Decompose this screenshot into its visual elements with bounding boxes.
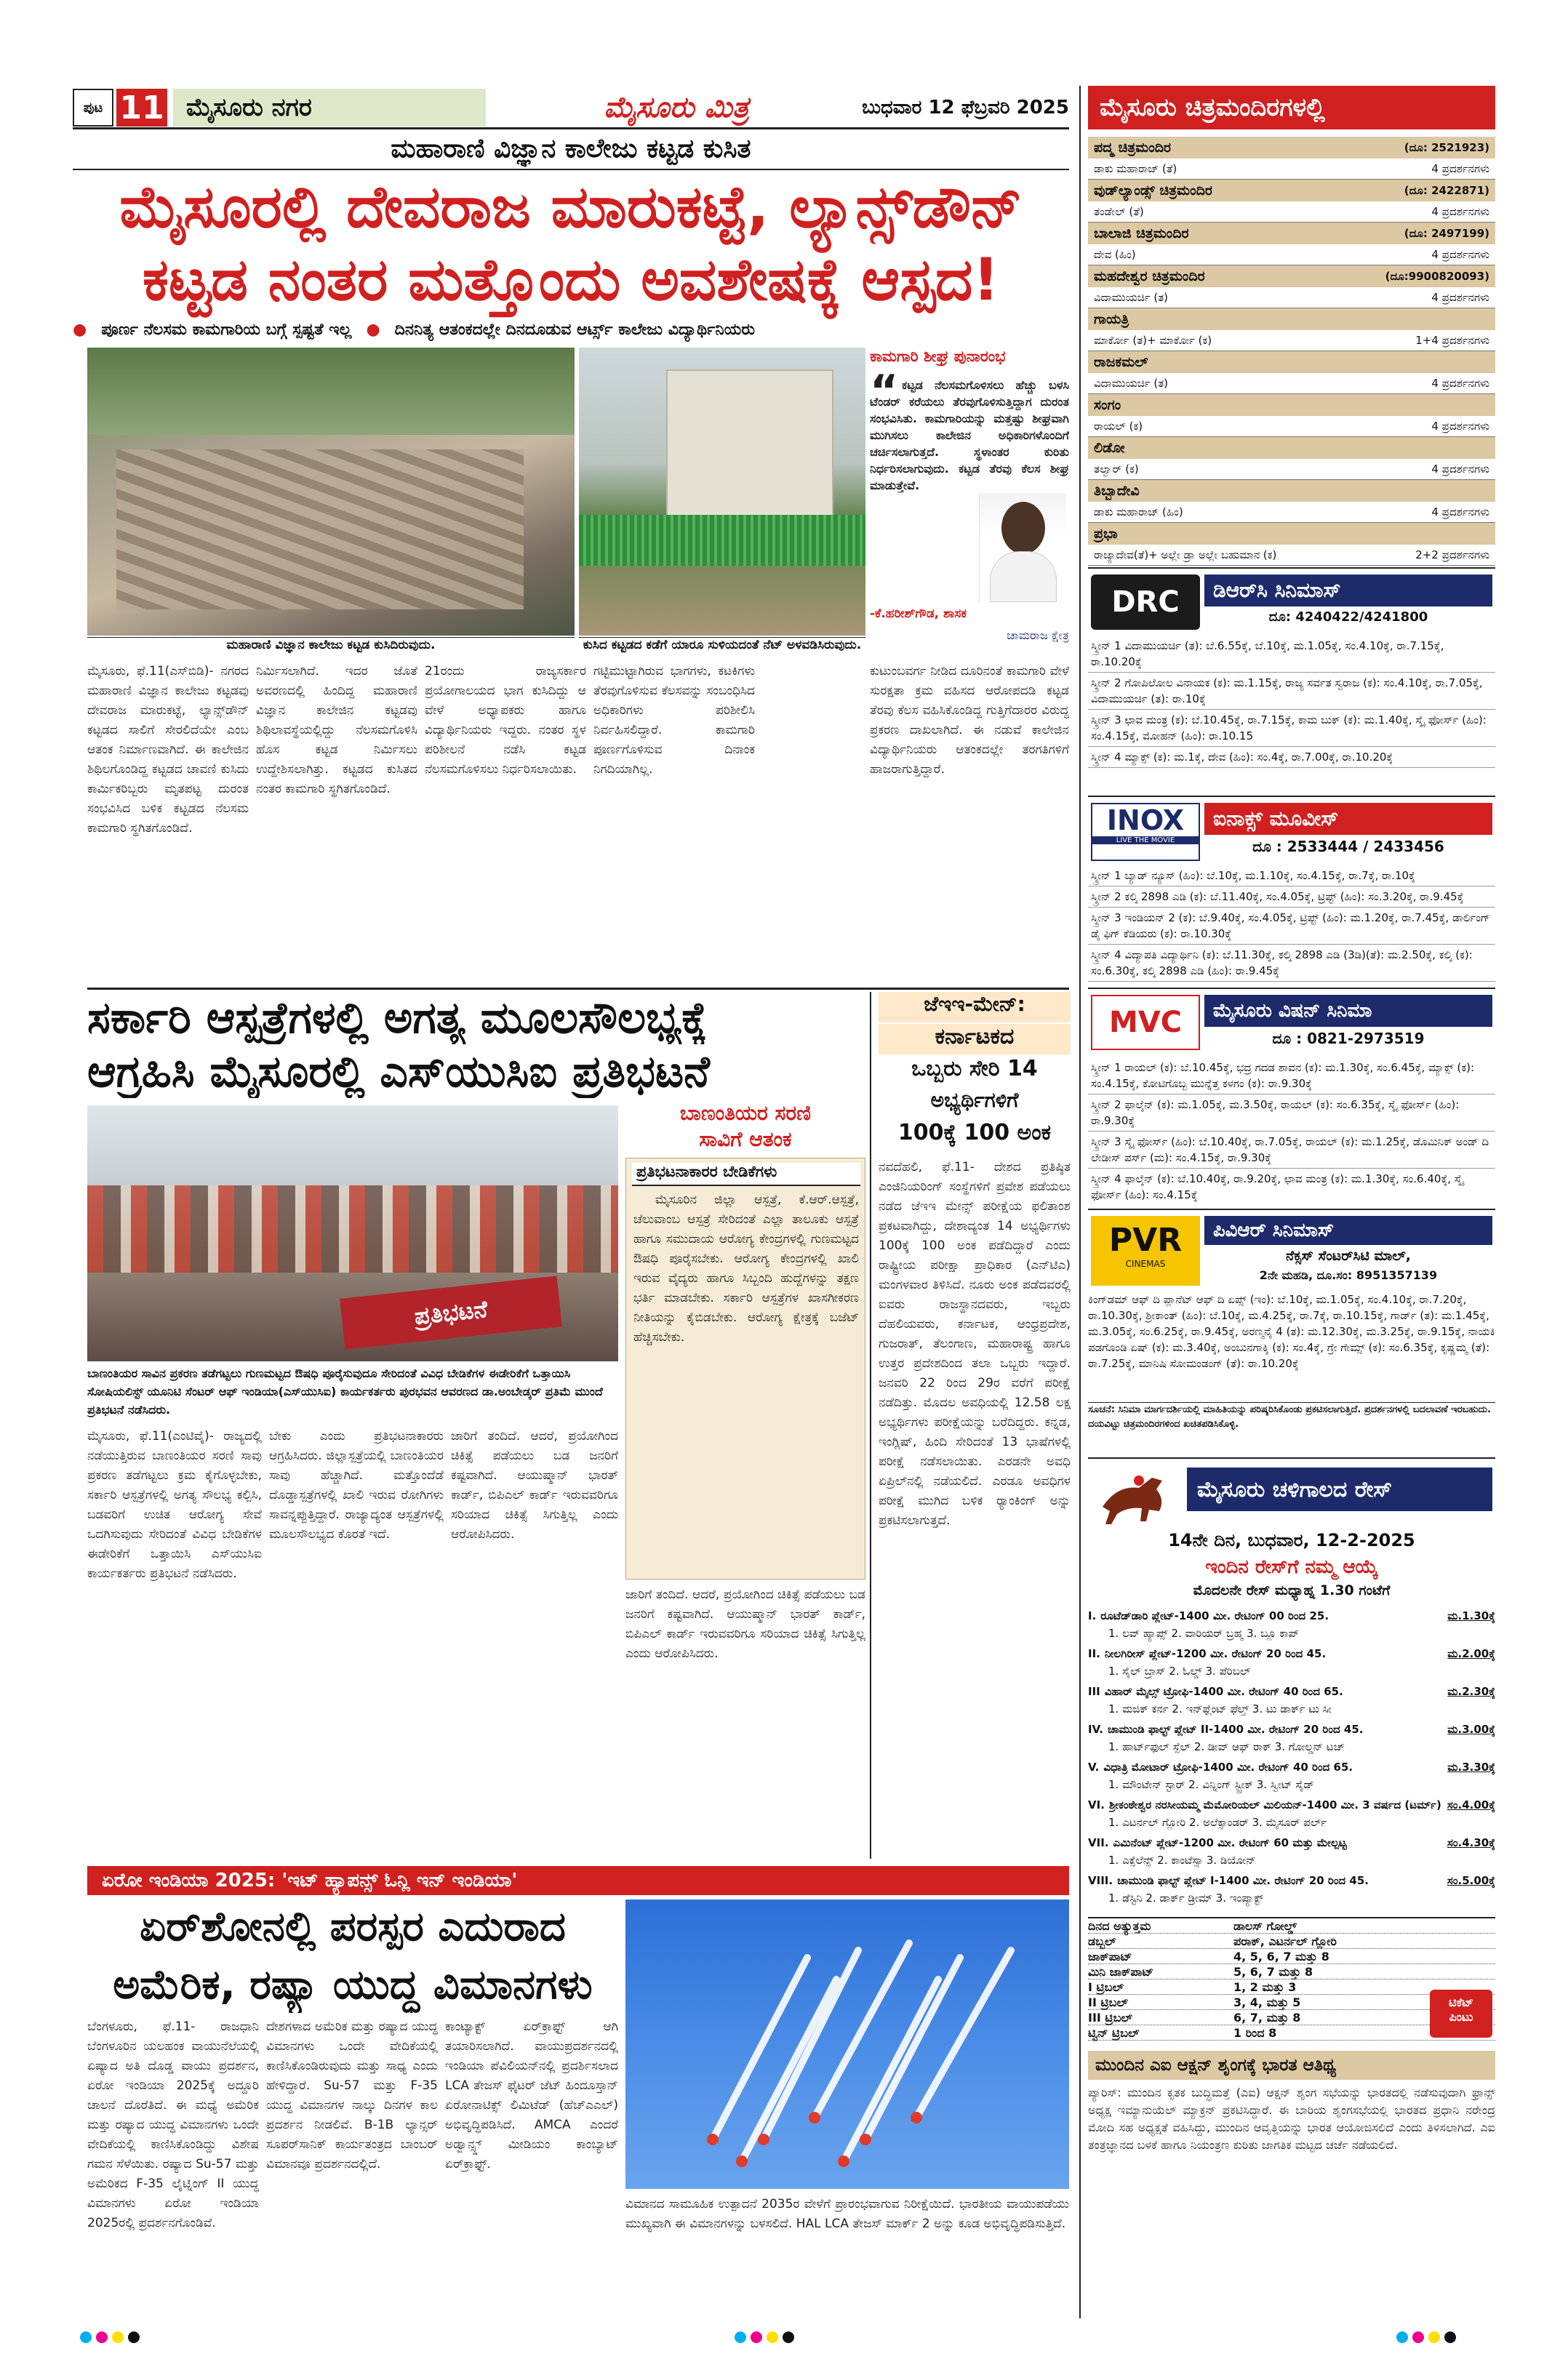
badge-line-1: ಟಿಕೆಟ್ [1449,1995,1473,2009]
theatre-name-row [1088,351,1495,373]
safety-net-photo [579,348,865,636]
pvr-note: ಸೂಚನೆ: ಸಿನಿಮಾ ಮಾರ್ಗದರ್ಶಿಯಲ್ಲಿ ಮಾಹಿತಿಯನ್ನು ಪರಿಷ್ಕರಿಸಿಕೊಂಡು ಪ್ರಕಟಿಸಲಾಗುತ್ತಿದೆ. ಪ್ರದರ್ಶನಗಳಲ್ಲಿ ಬದಲಾವಣೆ ಇರಬಹುದು. ದಯವಿಟ್ಟು ಚಿತ್ರಮಂದಿರಗಳಿಂದ ಖಚಿತಪಡಿಸಿಕೊಳ್ಳಿ. [1088,1402,1495,1452]
jee-body: ನವದೆಹಲಿ, ಫೆ.11- ದೇಶದ ಪ್ರತಿಷ್ಠಿತ ಎಂಜಿನಿಯರಿಂಗ್ ಸಂಸ್ಥೆಗಳಿಗೆ ಪ್ರವೇಶ ಪಡೆಯಲು ನಡೆದ ಜೆಇಇ ಮೇನ್ಸ್ ಪರೀಕ್ಷೆಯ ಫಲಿತಾಂಶ ಪ್ರಕಟವಾಗಿದ್ದು, ದೇಶಾದ್ಯಂತ 14 ಅಭ್ಯರ್ಥಿಗಳು 100ಕ್ಕೆ 100 ಅಂಕ ಪಡೆದಿದ್ದಾರೆ ಎಂದು ರಾಷ್ಟ್ರೀಯ ಪರೀಕ್ಷಾ ಪ್ರಾಧಿಕಾರ (ಎನ್‌ಟಿಎ) ಮಂಗಳವಾರ ತಿಳಿಸಿದೆ. ನೂರು ಅಂಕ ಪಡೆದವರಲ್ಲಿ ಐವರು ರಾಜಸ್ಥಾನದವರು, ಇಬ್ಬರು ದೆಹಲಿಯವರು, ಕರ್ನಾಟಕ, ಆಂಧ್ರಪ್ರದೇಶ, ಗುಜರಾತ್, ತೆಲಂಗಾಣ, ಮಹಾರಾಷ್ಟ್ರ ಹಾಗೂ ಉತ್ತರ ಪ್ರದೇಶದಿಂದ ತಲಾ ಒಬ್ಬರು ಇದ್ದಾರೆ. ಜನವರಿ 22 ರಿಂದ 29ರ ವರೆಗೆ ಪರೀಕ್ಷೆ ನಡೆದಿತ್ತು. ಮೊದಲ ಅವಧಿಯಲ್ಲಿ 12.58 ಲಕ್ಷ ಅಭ್ಯರ್ಥಿಗಳು ಪರೀಕ್ಷೆಯನ್ನು ಬರೆದಿದ್ದರು. ಕನ್ನಡ, ಇಂಗ್ಲಿಷ್, ಹಿಂದಿ ಸೇರಿದಂತೆ 13 ಭಾಷೆಗಳಲ್ಲಿ ಪರೀಕ್ಷೆ ನಡೆಸಲಾಯಿತು. ಎರಡನೇ ಅವಧಿ ಏಪ್ರಿಲ್‌ನಲ್ಲಿ ನಡೆಯಲಿದೆ. ಎರಡೂ ಅವಧಿಗಳ ಪರೀಕ್ಷೆ ಮುಗಿದ ಬಳಿಕ ರ್‍ಯಾಂಕಿಂಗ್ ಅನ್ನು ಪ್ರಕಟಿಸಲಾಗುತ್ತದೆ. [879,1160,1071,1528]
summary-value: 1, 2 ಮತ್ತು 3 [1233,1980,1297,1994]
airshow-photo [625,1899,1069,2189]
theatre-name: ತಿಬ್ಬಾದೇವಿ [1094,483,1140,499]
summary-value: 3, 4, ಮತ್ತು 5 [1233,1995,1301,2009]
summary-value: 4, 5, 6, 7 ಮತ್ತು 8 [1233,1950,1329,1963]
theatre-film: ತಂಡೇಲ್ (ತೆ) [1094,205,1144,218]
bharat-body: ಪ್ಯಾರಿಸ್: ಮುಂದಿನ ಕೃತಕ ಬುದ್ಧಿಮತ್ತೆ (ಎಐ) ಆಕ್ಷನ್ ಶೃಂಗ ಸಭೆಯನ್ನು ಭಾರತದಲ್ಲಿ ನಡೆಸುವುದಾಗಿ ಫ್ರಾನ್ಸ್ ಅಧ್ಯಕ್ಷ ಇಮ್ಯಾನುಯೆಲ್ ಮ್ಯಾಕ್ರನ್ ಪ್ರಕಟಿಸಿದ್ದಾರೆ. ಈ ಬಾರಿಯ ಶೃಂಗಸಭೆಯಲ್ಲಿ ಭಾರತದ ಪ್ರಧಾನಿ ನರೇಂದ್ರ ಮೋದಿ ಸಹ ಅಧ್ಯಕ್ಷತೆ ವಹಿಸಿದ್ದು, ಮುಂದಿನ ಆವೃತ್ತಿಯನ್ನು ಭಾರತ ಆಯೋಜಿಸಲಿದೆ ಎಂದು ತಿಳಿಸಲಾಗಿದೆ. ಎಐ ತಂತ್ರಜ್ಞಾನದ ಬಳಕೆ ಹಾಗೂ ನಿಯಂತ್ರಣ ಕುರಿತು ಜಾಗತಿಕ ಮಟ್ಟದ ಚರ್ಚೆ ನಡೆಯಲಿದೆ. [1088,2086,1495,2152]
protest-column-4: ಜಾರಿಗೆ ತಂದಿದೆ. ಆದರೆ, ಪ್ರಯೋಗಿಂದ ಚಿಕಿತ್ಸೆ ಪಡೆಯಲು ಬಡ ಜನರಿಗೆ ಕಷ್ಟವಾಗಿದೆ. ಆಯುಷ್ಮಾನ್ ಭಾರತ್ ಕಾರ್ಡ್, ಬಿಪಿಎಲ್ ಕಾರ್ಡ್ ಇರುವವರಿಗೂ ಸರಿಯಾದ ಚಿಕಿತ್ಸೆ ಸಿಗುತ್ತಿಲ್ಲ ಎಂದು ಆರೋಪಿಸಿದರು. [625,1588,865,1661]
theatre-name: ಬಾಲಾಜಿ ಚಿತ್ರಮಂದಿರ [1094,225,1189,241]
aero-headline-1: ಏರ್‌ಶೋನಲ್ಲಿ ಪರಸ್ಪರ ಎದುರಾದ [140,1903,566,1950]
race-number: IV. [1088,1723,1103,1736]
mvc-phone: ದೂ : 0821-2973519 [1272,1030,1425,1047]
summary-value: 5, 6, 7 ಮತ್ತು 8 [1233,1965,1313,1979]
mvc-logo: MVC [1091,995,1200,1050]
race-time: ಮ.1.30ಕ್ಕೆ [1447,1609,1495,1622]
theatre-phone: (ದೂ: 2422871) [1404,184,1489,197]
inox-title: ಐನಾಕ್ಸ್ ಮೂವೀಸ್ [1204,803,1492,835]
jee-head-1: ಜೆಇಇ-ಮೇನ್: [879,992,1071,1022]
race-time: ಮ.3.30ಕ್ಕೆ [1447,1761,1495,1774]
theatre-name: ರಾಜಕಮಲ್ [1094,354,1148,370]
screen-schedule: ಸ್ಕ್ರೀನ್ 4 ಮ್ಯಾಕ್ಸ್ (ಕ): ಮ.1ಕ್ಕೆ, ದೇವ (ಹಿಂ): ಸಂ.4ಕ್ಕೆ, ರಾ.7.00ಕ್ಕೆ, ರಾ.10.20ಕ್ಕೆ [1088,747,1495,768]
theatre-film: ಡಾಕು ಮಹಾರಾಜ್ (ತೆ) [1094,162,1177,175]
protest-photo [87,1105,618,1361]
lead-bullets [73,316,1069,343]
theatre-phone: (ದೂ: 2497199) [1404,227,1489,240]
lead-column-4: ಗಟ್ಟಿಮುಟ್ಟಾಗಿರುವ ಭಾಗಗಳು, ಕಟಕಿಗಳು ತೆರವುಗೊಳಿಸುವ ಕೆಲಸವನ್ನು ಸಂಬಂಧಿಸಿದ ಅಧಿಕಾರಿಗಳು ಪರಿಶೀಲಿಸಿ ನಿರ್ವಹಿಸಲಿದ್ದಾರೆ. ಕಾಮಗಾರಿ ಪೂರ್ಣಗೊಳಿಸುವ ದಿನಾಂಕ ನಿಗದಿಯಾಗಿಲ್ಲ. [593,664,755,777]
race-picks: 1. ಹಾರ್ಟ್‌ಫುಲ್ ಸ್ಪೆಲ್ 2. ಡೀವ್ ಆಫ್ ರಾಕ್ 3. ಗೋಲ್ಡನ್ ಟಚ್ [1108,1740,1345,1753]
theatre-name-row [1088,265,1495,287]
race-picks: 1. ಮೌಂಟೇನ್ ಸ್ಟಾರ್ 2. ವಿನ್ನಿಂಗ್ ಸ್ಟ್ರೀಕ್ 3. ಸ್ವೀಟ್ ಸೈಡ್ [1108,1778,1314,1791]
race-picks: 1. ಎಕ್ಸೆಲೆನ್ಸ್ 2. ಕಾಂಟೆಸ್ಸಾ 3. ಡಿಯೋನ್ [1108,1854,1256,1867]
theatre-entry [1088,351,1495,394]
race-number: V. [1088,1761,1100,1774]
races-day: 14ನೇ ದಿನ, ಬುಧವಾರ, 12-2-2025 [1168,1530,1415,1550]
section-name: ಮೈಸೂರು ನಗರ [173,89,486,127]
theatre-entry [1088,265,1495,308]
screen-schedule: ಸ್ಕ್ರೀನ್ 4 ಫಾಲ್ಕೆನ್ (ಕ): ಬೆ.10.40ಕ್ಕೆ, ರಾ.9.20ಕ್ಕೆ, ಛಾವ ಮಂತ್ರ (ಕ): ಮ.1.30ಕ್ಕೆ, ಸಂ.6.40ಕ್ಕೆ, ಸ್ಕೈ ಫೋರ್ಸ್ (ಹಿಂ): ಸಂ.4.15ಕ್ಕೆ [1088,1169,1495,1204]
bullet-icon: ● [366,320,380,339]
theatre-film-row [1088,201,1495,222]
screen-schedule: ಸ್ಕ್ರೀನ್ 1 ರಾಯಲ್ (ಕ): ಬೆ.10.45ಕ್ಕೆ, ಭದ್ರ ಗದಡ ಶಾವನ (ಕ): ಮ.1.30ಕ್ಕೆ, ಸಂ.6.45ಕ್ಕೆ, ಮ್ಯಾಕ್ಸ್ (ಕ): ಸಂ.4.15ಕ್ಕೆ, ಕೋಟಿಗೊಬ್ಬ ಮುನ್ನೆತ್ತ ಕಳಗಂ (ಕ): ರಾ.9.30ಕ್ಕೆ [1088,1057,1495,1094]
screen-schedule: ಸ್ಕ್ರೀನ್ 1 ಬ್ಯಾಡ್ ನ್ಯೂಸ್ (ಹಿಂ): ಬೆ.10ಕ್ಕೆ, ಮ.1.10ಕ್ಕೆ, ಸಂ.4.15ಕ್ಕೆ, ರಾ.7ಕ್ಕೆ, ರಾ.10ಕ್ಕೆ [1088,865,1495,886]
screen-schedule: ಸ್ಕ್ರೀನ್ 4 ವಿದ್ಯಾಪತಿ ವಿದ್ಯಾರ್ಥಿನಿ (ಕ): ಬೆ.11.30ಕ್ಕೆ, ಕಲ್ಕಿ 2898 ಎಡಿ (3ಡಿ)(ತೆ): ಮ.2.50ಕ್ಕೆ, ಕಲ್ಕಿ (ಕ): ಸಂ.6.30ಕ್ಕೆ, ಕಲ್ಕಿ 2898 ಎಡಿ (ಹಿಂ): ರಾ.9.45ಕ್ಕೆ [1088,945,1495,982]
race-name: ವಿಹಾರ್ ಮೈಲ್ಸ್ ಟ್ರೋಫಿ-1400 ಮೀ. ರೇಟಿಂಗ್ 40 ರಿಂದ 65. [1104,1685,1343,1698]
aero-column-4: ವಿಮಾನದ ಸಾಮೂಹಿಕ ಉತ್ಪಾದನೆ 2035ರ ವೇಳೆಗೆ ಪ್ರಾರಂಭವಾಗುವ ನಿರೀಕ್ಷೆಯಿದೆ. ಭಾರತೀಯ ವಾಯುಪಡೆಯು ಮುಖ್ಯವಾಗಿ ಈ ವಿಮಾನಗಳನ್ನು ಬಳಸಲಿದೆ. HAL LCA ತೇಜಸ್ ಮಾರ್ಕ್ 2 ಅನ್ನು ಕೂಡ ಅಭಿವೃದ್ಧಿಪಡಿಸುತ್ತಿದೆ. [625,2197,1069,2231]
theatre-shows: 4 ಪ್ರದರ್ಶನಗಳು [1431,205,1489,218]
protest-headline-1: ಸರ್ಕಾರಿ ಆಸ್ಪತ್ರೆಗಳಲ್ಲಿ ಅಗತ್ಯ ಮೂಲಸೌಲಭ್ಯಕ್ಕೆ [87,993,708,1044]
race-name: ಚಾಮುಂಡಿ ಫಾಲ್ಟ್ ಪ್ಲೇಟ್ II-1400 ಮೀ. ರೇಟಿಂಗ್ 20 ರಿಂದ 45. [1107,1723,1364,1736]
theatre-name-row [1088,523,1495,545]
jet-trails-graphic [625,1899,1069,2189]
summary-key: ದಿನದ ಅತ್ಯುತ್ತಮ [1088,1919,1151,1933]
theatre-name-row [1088,308,1495,330]
race-summary-row [1088,1918,1495,1934]
race-entry [1088,1758,1495,1796]
demands-text: ಮೈಸೂರಿನ ಜಿಲ್ಲಾ ಆಸ್ಪತ್ರೆ, ಕೆ.ಆರ್.ಆಸ್ಪತ್ರೆ, ಚೆಲುವಾಂಬ ಆಸ್ಪತ್ರೆ ಸೇರಿದಂತೆ ಎಲ್ಲಾ ತಾಲೂಕು ಆಸ್ಪತ್ರೆ ಹಾಗೂ ಸಮುದಾಯ ಆರೋಗ್ಯ ಕೇಂದ್ರಗಳಲ್ಲಿ ಗುಣಮಟ್ಟದ ಔಷಧಿ ಪೂರೈಸಬೇಕು. ಆರೋಗ್ಯ ಕೇಂದ್ರಗಳಲ್ಲಿ ಖಾಲಿ ಇರುವ ವೈದ್ಯರು ಹಾಗೂ ಸಿಬ್ಬಂದಿ ಹುದ್ದೆಗಳನ್ನು ತಕ್ಷಣ ಭರ್ತಿ ಮಾಡಬೇಕು. ಸರ್ಕಾರಿ ಆಸ್ಪತ್ರೆಗಳ ಖಾಸಗೀಕರಣ ನೀತಿಯನ್ನು ಕೈಬಿಡಬೇಕು. ಆರೋಗ್ಯ ಕ್ಷೇತ್ರಕ್ಕೆ ಬಜೆಟ್ ಹೆಚ್ಚಿಸಬೇಕು. [633,1193,859,1345]
race-list [1088,1607,1495,1913]
theatre-phone: (ದೂ: 2521923) [1404,141,1489,154]
race-summary-row [1088,1949,1495,1964]
aero-headline-2: ಅಮೆರಿಕ, ರಷ್ಯಾ ಯುದ್ಧ ವಿಮಾನಗಳು [113,1961,593,2009]
screen-schedule: ಸ್ಕ್ರೀನ್ 2 ಗೋಪಿಲೋಲ ವಿನಾಯಕ (ಕ): ಮ.1.15ಕ್ಕೆ, ರಾಜ್ಯ ಸರ್ವತ ಸ್ವರಾಜ (ಕ): ಸಂ.4.10ಕ್ಕೆ, ರಾ.7.05ಕ್ಕೆ, ವಿದಾಮುಯರ್ಚಿ (ತ): ರಾ.10ಕ್ಕೆ [1088,673,1495,710]
section-divider [87,988,1069,990]
inox-phone: ದೂ : 2533444 / 2433456 [1252,838,1444,855]
theatre-film: ವಿದಾಮುಯರ್ಚಿ (ತ) [1094,377,1169,390]
theatre-film: ರಾಯಲ್ (ಕ) [1094,420,1143,433]
quote-mark-icon: “ [870,366,899,417]
summary-key: ಮಿನಿ ಜಾಕ್‌ಪಾಟ್ [1088,1965,1154,1979]
theatre-entry [1088,437,1495,480]
newspaper-logo: ಮೈಸೂರು ಮಿತ್ರ [604,89,749,124]
race-entry [1088,1872,1495,1910]
drc-phone: ದೂ: 4240422/4241800 [1268,609,1428,625]
theatre-film-row [1088,502,1495,522]
theatre-entry [1088,394,1495,437]
lead-headline-1: ಮೈಸೂರಲ್ಲಿ ದೇವರಾಜ ಮಾರುಕಟ್ಟೆ, ಲ್ಯಾನ್ಸ್‌ಡೌನ್ [119,173,1023,241]
collapsed-building-photo [87,348,575,636]
aero-column-3: ಕಾಂಟ್ಯಾಕ್ಟ್ ಏರ್‌ಕ್ರಾಫ್ಟ್ ಆಗಿ ತಯಾರಿಸಲಾಗಿದೆ. ವಾಯುಪ್ರದರ್ಶನದಲ್ಲಿ ಇಂಡಿಯಾ ಪೆವಿಲಿಯನ್‌ನಲ್ಲಿ ಪ್ರದರ್ಶಿಸಲಾದ LCA ತೇಜಸ್ ಫೈಟರ್ ಜೆಟ್ ಹಿಂದೂಸ್ತಾನ್ ಏರೋನಾಟಿಕ್ಸ್ ಲಿಮಿಟೆಡ್ (ಹೆಚ್‌ಎಎಲ್) ಅಭಿವೃದ್ಧಿಪಡಿಸಿದೆ. AMCA ಎಂದರೆ ಅಡ್ವಾನ್ಸ್ಡ್ ಮೀಡಿಯಂ ಕಾಂಬ್ಯಾಟ್ ಏರ್‌ಕ್ರಾಫ್ಟ್. [445,2019,618,2171]
race-entry [1088,1721,1495,1758]
theatre-entry [1088,308,1495,351]
quote-credit: ಚಾಮರಾಜ ಕ್ಷೇತ್ರ [1007,628,1069,642]
protest-column-3: ಜಾರಿಗೆ ತಂದಿದೆ. ಆದರೆ, ಪ್ರಯೋಗಿಂದ ಚಿಕಿತ್ಸೆ ಪಡೆಯಲು ಬಡ ಜನರಿಗೆ ಕಷ್ಟವಾಗಿದೆ. ಆಯುಷ್ಮಾನ್ ಭಾರತ್ ಕಾರ್ಡ್, ಬಿಪಿಎಲ್ ಕಾರ್ಡ್ ಇರುವವರಿಗೂ ಸರಿಯಾದ ಚಿಕಿತ್ಸೆ ಸಿಗುತ್ತಿಲ್ಲ ಎಂದು ಆರೋಪಿಸಿದರು. [451,1429,618,1542]
races-panel [1088,1457,1495,2046]
summary-key: ಜಾಕ್‌ಪಾಟ್ [1088,1950,1132,1963]
race-time: ಮ.2.00ಕ್ಕೆ [1447,1647,1495,1660]
protest-headline-2: ಆಗ್ರಹಿಸಿ ಮೈಸೂರಲ್ಲಿ ಎಸ್‌ಯುಸಿಐ ಪ್ರತಿಭಟನೆ [87,1046,710,1097]
race-line [1088,1607,1495,1625]
race-entry [1088,1645,1495,1683]
race-name: ರೂಟೆಡ್‌ಡಾರಿ ಪ್ಲೇಟ್-1400 ಮೀ. ರೇಟಿಂಗ್ 00 ರಿಂದ 25. [1100,1609,1329,1622]
theatre-film: ಡಾಕು ಮಹಾರಾಜ್ (ಹಿಂ) [1094,505,1183,519]
lead-column-2: ನಿರ್ಮಿಸಲಾಗಿದೆ. ಇದರ ಜೊತೆ ಅವರಣದಲ್ಲಿ ಹಿಂದಿದ್ದ ಮಹಾರಾಣಿ ವಿಜ್ಞಾನ ಕಾಲೇಜಿನ ಕಟ್ಟಡವು ಶಿಥಿಲಾವಸ್ಥೆಯಲ್ಲಿದ್ದು ನೆಲಸಮಗೊಳಿಸಿ ಹೊಸ ಕಟ್ಟಡ ನಿರ್ಮಿಸಲು ಉದ್ದೇಶಿಸಲಾಗಿತ್ತು. ಕಟ್ಟಡದ ಕುಸಿತದ ನಂತರ ಕಾಮಗಾರಿ ಸ್ಥಗಿತಗೊಂಡಿದೆ. [256,664,417,796]
theatre-name-row [1088,480,1495,502]
race-entry [1088,1796,1495,1834]
summary-key: II ಟ್ರಿಬಲ್ [1088,1995,1129,2009]
theatre-name-row [1088,437,1495,459]
race-number: I. [1088,1609,1097,1622]
theatre-film: ದೇವ (ಹಿಂ) [1094,248,1136,261]
pvr-logo-text: PVR [1108,1222,1183,1259]
theatre-phone: (ದೂ:9900820093) [1385,270,1489,283]
pvr-shows: ಕಿಂಗ್‌ಡಮ್ ಆಫ್ ದಿ ಪ್ಲಾನೆಟ್ ಆಫ್ ದಿ ಏಪ್ಸ್ (ಇಂ): ಬೆ.10ಕ್ಕೆ, ಮ.1.05ಕ್ಕೆ, ಸಂ.4.10ಕ್ಕೆ, ರಾ.7.20ಕ್ಕೆ, ರಾ.10.30ಕ್ಕೆ, ಶ್ರೀಕಾಂತ್ (ಹಿಂ): ಬೆ.10ಕ್ಕೆ, ಮ.4.25ಕ್ಕೆ, ರಾ.7ಕ್ಕೆ, ರಾ.10.15ಕ್ಕೆ, ಗಾರ್ಡ್ (ತ): ಮ.1.45ಕ್ಕೆ, ಮ.3.05ಕ್ಕೆ, ಸಂ.6.25ಕ್ಕೆ, ರಾ.9.45ಕ್ಕೆ, ಅರಣ್ಮನೈ 4 (ತ): ಮ.12.30ಕ್ಕೆ, ಮ.3.25ಕ್ಕೆ, ರಾ.9.15ಕ್ಕೆ, ನಾಯಕಿ ಪಡಗೊಂಡಿ ಏಷ್ (ಕ): ಮ.3.40ಕ್ಕೆ, ಅಂಬುನಗಾಕ್ಕಿ (ಕ): ಸಂ.4ಕ್ಕೆ, ಗ್ರೇ ಗೇಮ್ಸ್ (ಕ): ಸಂ.6.35ಕ್ಕೆ, ಕೃಷ್ಣಮ್ಮ (ತೆ): ರಾ.7.25ಕ್ಕೆ, ಮಾನಿಷಿ ಸೋಮಂಡಂಗ್ (ತೆ): ರಾ.10.20ಕ್ಕೆ [1088,1293,1495,1370]
pvr-panel [1088,1209,1495,1453]
theatre-name: ಗಾಯತ್ರಿ [1094,311,1129,327]
lead-column-1: ಮೈಸೂರು, ಫೆ.11(ಎಸ್‌ಬಿಡಿ)- ನಗರದ ಮಹಾರಾಣಿ ವಿಜ್ಞಾನ ಕಾಲೇಜು ಕಟ್ಟಡವು ದೇವರಾಜ ಮಾರುಕಟ್ಟೆ, ಲ್ಯಾನ್ಸ್‌ಡೌನ್ ಕಟ್ಟಡದ ಸಾಲಿಗೆ ಸೇರಲಿದೆಯೇ ಎಂಬ ಆತಂಕ ನಿರ್ಮಾಣವಾಗಿದೆ. ಈ ಕಾಲೇಜಿನ ಶಿಥಿಲಗೊಂಡಿದ್ದ ಕಟ್ಟಡದ ಚಾವಣಿ ಕುಸಿದು ಕಾರ್ಮಿಕರಿಬ್ಬರು ಮೃತಪಟ್ಟ ದುರಂತ ಸಂಭವಿಸಿದ ಬಳಿಕ ಕಟ್ಟಡದ ನೆಲಸಮ ಕಾಮಗಾರಿ ಸ್ಥಗಿತಗೊಂಡಿದೆ. [87,664,249,836]
theatre-shows: 4 ಪ್ರದರ್ಶನಗಳು [1431,505,1489,519]
inox-logo-text: INOX [1106,804,1185,836]
theatre-name-row [1088,137,1495,159]
quote-box [870,348,1069,656]
theatre-shows: 4 ಪ್ರದರ್ಶನಗಳು [1431,291,1489,304]
registration-dots-center [735,2331,851,2346]
theatre-name: ವುಡ್‌ಲ್ಯಾಂಡ್ಸ್ ಚಿತ್ರಮಂದಿರ [1094,183,1212,199]
theatre-shows: 4 ಪ್ರದರ್ಶನಗಳು [1431,162,1489,175]
drc-rows [1088,636,1495,791]
race-line [1088,1683,1495,1700]
race-time: ಮ.2.30ಕ್ಕೆ [1447,1685,1495,1698]
protest-column-2: ಬೇಕು ಎಂದು ಪ್ರತಿಭಟನಾಕಾರರು ಆಗ್ರಹಿಸಿದರು. ಜಿಲ್ಲಾಸ್ಪತ್ರೆಯಲ್ಲಿ ಬಾಣಂತಿಯರ ಸಾವು ಹೆಚ್ಚಾಗಿದೆ. ಮತ್ತೊಂದೆಡೆ ದೊಡ್ಡಾಸ್ಪತ್ರೆಗಳಲ್ಲಿ ಖಾಲಿ ಇರುವ ರೋಗಿಗಳು ಸಾವನ್ನಪ್ಪುತ್ತಿದ್ದಾರೆ. ರಾಜ್ಯಾದ್ಯಂತ ಆಸ್ಪತ್ರೆಗಳಲ್ಲಿ ಮೂಲಸೌಲಭ್ಯದ ಕೊರತೆ ಇದೆ. [269,1429,444,1542]
theatre-shows: 2+2 ಪ್ರದರ್ಶನಗಳು [1415,548,1489,561]
theatre-film-row [1088,330,1495,351]
screen-schedule: ಸ್ಕ್ರೀನ್ 2 ಫಾಲ್ಕೆನ್ (ಕ): ಮ.1.05ಕ್ಕೆ, ಮ.3.50ಕ್ಕೆ, ರಾಯಲ್ (ಕ): ಸಂ.6.35ಕ್ಕೆ, ಸ್ಕೈ ಫೋರ್ಸ್ (ಹಿಂ): ರಾ.9.30ಕ್ಕೆ [1088,1094,1495,1132]
quote-byline: -ಕೆ.ಹರೀಶ್‌ಗೌಡ, ಶಾಸಕ [870,606,967,621]
race-summary-row [1088,1964,1495,1979]
bharat-headline: ಮುಂದಿನ ಎಐ ಆಕ್ಷನ್ ಶೃಂಗಕ್ಕೆ ಭಾರತ ಆತಿಥ್ಯ [1088,2051,1495,2080]
race-picks: 1. ಮಜಿಕ್ ಕರ್ನ 2. ಇನ್‌ಫ್ಲೆಂಟ್ ಫೆಲ್ತ್ 3. ಟು ಡಾರ್ಕ್ ಟು ಸೀ [1108,1702,1332,1716]
race-entry [1088,1607,1495,1645]
race-summary-row [1088,1934,1495,1949]
lead-column-3: 21ರಂದು ರಾಜ್ಯಸರ್ಕಾರ ಪ್ರಯೋಗಾಲಯದ ಭಾಗ ಕುಸಿದಿದ್ದು ಆ ವೇಳೆ ಅಧ್ಯಾಪಕರು ಹಾಗೂ ವಿದ್ಯಾರ್ಥಿನಿಯರು ಇದ್ದರು. ನಂತರ ಸ್ಥಳ ಪರಿಶೀಲನೆ ನಡೆಸಿ ಕಟ್ಟಡ ನೆಲಸಮಗೊಳಿಸಲು ನಿರ್ಧರಿಸಲಾಯಿತು. [425,664,586,777]
registration-dots-right [1396,2331,1513,2346]
race-line [1088,1872,1495,1889]
page-label: ಪುಟ [73,89,113,127]
lead-bullet-2: ದಿನನಿತ್ಯ ಆತಂಕದಲ್ಲೇ ದಿನದೂಡುವ ಆರ್ಟ್ಸ್ ಕಾಲೇಜು ವಿದ್ಯಾರ್ಥಿನಿಯರು [394,320,755,339]
races-first: ಮೊದಲನೇ ರೇಸ್ ಮಧ್ಯಾಹ್ನ 1.30 ಗಂಟೆಗೆ [1193,1582,1391,1598]
aero-column-1: ಬೆಂಗಳೂರು, ಫೆ.11- ರಾಜಧಾನಿ ಬೆಂಗಳೂರಿನ ಯಲಹಂಕ ವಾಯುನೆಲೆಯಲ್ಲಿ ಏಷ್ಯಾದ ಅತಿ ದೊಡ್ಡ ವಾಯು ಪ್ರದರ್ಶನ, ಏರೋ ಇಂಡಿಯಾ 2025ಕ್ಕೆ ಅದ್ದೂರಿ ಚಾಲನೆ ದೊರೆತಿದೆ. ಈ ಮಧ್ಯೆ ಅಮೆರಿಕ ಮತ್ತು ರಷ್ಯಾದ ಯುದ್ಧ ವಿಮಾನಗಳು ಒಂದೇ ವೇದಿಕೆಯಲ್ಲಿ ಕಾಣಿಸಿಕೊಂಡಿದ್ದು ವಿಶೇಷ ಗಮನ ಸೆಳೆಯಿತು. ರಷ್ಯಾದ Su-57 ಮತ್ತು ಅಮೆರಿಕದ F-35 ಲೈಟ್ನಿಂಗ್ II ಯುದ್ಧ ವಿಮಾನಗಳು ಏರೋ ಇಂಡಿಯಾ 2025ರಲ್ಲಿ ಪ್ರದರ್ಶನಗೊಂಡಿವೆ. [87,2019,259,2230]
race-name: ಚಾಮುಂಡಿ ಫಾಲ್ಟ್ ಪ್ಲೇಟ್ I-1400 ಮೀ. ರೇಟಿಂಗ್ 20 ರಿಂದ 45. [1117,1874,1369,1887]
race-number: III [1088,1685,1100,1698]
pvr-subtitle: ನೆಕ್ಸಸ್ ಸೆಂಟರ್‌ಸಿಟಿ ಮಾಲ್, [1285,1248,1411,1264]
race-time: ಸಂ.5.00ಕ್ಕೆ [1447,1874,1495,1887]
inox-panel [1088,796,1495,985]
screen-schedule: ಸ್ಕ್ರೀನ್ 3 ಇಂಡಿಯನ್ 2 (ಕ): ಬೆ.9.40ಕ್ಕೆ, ಸಂ.4.05ಕ್ಕೆ, ಟ್ರಿಪ್ಟ್ (ಹಿಂ): ಮ.1.20ಕ್ಕೆ, ರಾ.7.45ಕ್ಕೆ, ಡಾರ್ಲಿಂಗ್ ಡೈ ಫಿಗ್ ಕೆಡಿಯರು (ಕ): ರಾ.10.30ಕ್ಕೆ [1088,908,1495,945]
race-name: ಶ್ರೀಕಂಠೇಶ್ವರ ನರಸೀಯಮ್ಮ ಮೆಮೋರಿಯಲ್ ಮಿಲಿಯನ್-1400 ಮೀ. 3 ವರ್ಷದ (ಟರ್ಮ್) [1108,1798,1441,1811]
theatre-film-row [1088,459,1495,479]
race-number: VII. [1088,1836,1109,1849]
lead-bullet-1: ಪೂರ್ಣ ನೆಲಸಮ ಕಾಮಗಾರಿಯ ಬಗ್ಗೆ ಸ್ಪಷ್ಟತೆ ಇಲ್ಲ [101,320,352,339]
race-line [1088,1834,1495,1851]
inox-rows [1088,865,1495,983]
protest-photo-caption: ಬಾಣಂತಿಯರ ಸಾವಿನ ಪ್ರಕರಣ ತಡೆಗಟ್ಟಲು ಗುಣಮಟ್ಟದ ಔಷಧಿ ಪೂರೈಸುವುದೂ ಸೇರಿದಂತೆ ವಿವಿಧ ಬೇಡಿಕೆಗಳ ಈಡೇರಿಕೆಗೆ ಒತ್ತಾಯಿಸಿ ಸೋಷಿಯಲಿಸ್ಟ್ ಯೂನಿಟಿ ಸೆಂಟರ್ ಆಫ್ ಇಂಡಿಯಾ(ಎಸ್‌ಯುಸಿಐ) ಕಾರ್ಯಕರ್ತರು ಪುರಭವನ ಆವರಣದ ಡಾ.ಅಂಬೇಡ್ಕರ್ ಪ್ರತಿಮೆ ಮುಂದೆ ಪ್ರತಿಭಟನೆ ನಡೆಸಿದರು. [87,1366,603,1417]
summary-key: III ಟ್ರಿಬಲ್ [1088,2011,1132,2025]
theatre-shows: 4 ಪ್ರದರ್ಶನಗಳು [1431,248,1489,261]
races-badge [1430,1990,1492,2038]
summary-key: ಟ್ವಿನ್ ಟ್ರಿಬಲ್ [1088,2026,1140,2040]
aero-column-2: ದೇಶಗಳಾದ ಅಮೆರಿಕ ಮತ್ತು ರಷ್ಯಾದ ಯುದ್ಧ ವಿಮಾನಗಳು ಒಂದೇ ವೇದಿಕೆಯಲ್ಲಿ ಕಾಣಿಸಿಕೊಂಡಿರುವುದು ಮತ್ತು ಸಾಧ್ಯ ಎಂದು ಹೇಳಿದ್ದಾರೆ. Su-57 ಮತ್ತು F-35 ಯುದ್ಧ ವಿಮಾನಗಳ ನಾಲ್ಕು ದಿನಗಳ ಕಾಲ ಪ್ರದರ್ಶನ ನೀಡಲಿವೆ. B-1B ಲ್ಯಾನ್ಸರ್ ಸೂಪರ್‌ಸಾನಿಕ್ ಕಾರ್ಯತಂತ್ರದ ಬಾಂಬರ್ ವಿಮಾನವೂ ಪ್ರದರ್ಶನದಲ್ಲಿದೆ. [266,2019,438,2171]
race-line [1088,1721,1495,1738]
lead-photo-caption-1: ಮಹಾರಾಣಿ ವಿಜ್ಞಾನ ಕಾಲೇಜು ಕಟ್ಟಡ ಕುಸಿದಿರುವುದು. [87,637,575,656]
theatre-entry [1088,480,1495,523]
theatre-name: ಮಹದೇಶ್ವರ ಚಿತ್ರಮಂದಿರ [1094,268,1205,284]
theatre-shows: 4 ಪ್ರದರ್ಶನಗಳು [1431,420,1489,433]
lead-headline-2: ಕಟ್ಟಡ ನಂತರ ಮತ್ತೊಂದು ಅವಶೇಷಕ್ಕೆ ಆಸ್ಪದ! [142,246,1000,313]
theatre-film: ರಾಜ್ಯಾದೇವ(ತೆ)+ ಅಲ್ಲೇ ಡ್ರಾ ಅಲ್ಲೇ ಬಹುಮಾನ (ಕ) [1094,548,1277,561]
issue-date: ಬುಧವಾರ 12 ಫೆಬ್ರವರಿ 2025 [862,96,1069,119]
pvr-logo [1091,1216,1200,1286]
lead-column-5: ಕುಟುಂಬವರ್ಗ ನೀಡಿದ ದೂರಿನಂತೆ ಕಾಮಗಾರಿ ವೇಳೆ ಸುರಕ್ಷತಾ ಕ್ರಮ ವಹಿಸದ ಆರೋಪದಡಿ ಕಟ್ಟಡ ತೆರವು ಕೆಲಸ ವಹಿಸಿಕೊಂಡಿದ್ದ ಗುತ್ತಿಗೆದಾರರ ವಿರುದ್ಧ ಪ್ರಕರಣ ದಾಖಲಾಗಿದೆ. ಈ ನಡುವೆ ಕಾಲೇಜಿನ ವಿದ್ಯಾರ್ಥಿನಿಯರು ಆತಂಕದಲ್ಲೇ ತರಗತಿಗಳಿಗೆ ಹಾಜರಾಗುತ್ತಿದ್ದಾರೆ. [870,664,1069,777]
registration-dots-left [80,2331,196,2346]
jee-box [870,992,1069,1859]
race-line [1088,1758,1495,1776]
protest-subhead-2: ಸಾವಿಗೆ ಆತಂಕ [699,1127,792,1151]
mvc-title: ಮೈಸೂರು ವಿಷನ್ ಸಿನಿಮಾ [1204,995,1492,1027]
page-number: 11 [116,89,167,127]
theatre-name-row [1088,394,1495,416]
inox-logo-sub: LIVE THE MOVIE [1092,836,1199,844]
race-number: VI. [1088,1798,1105,1811]
demands-heading: ಪ್ರತಿಭಟನಾಕಾರರ ಬೇಡಿಕೆಗಳು [632,1163,860,1186]
drc-logo: DRC [1091,575,1200,630]
theatre-name: ಸಂಗಂ [1094,397,1121,413]
theatre-film-row [1088,373,1495,393]
protest-banner: ಪ್ರತಿಭಟನೆ [340,1276,562,1350]
theatre-name: ಪದ್ಮ ಚಿತ್ರಮಂದಿರ [1094,140,1172,156]
racehorse-icon [1095,1463,1183,1526]
race-name: ನೀಲಗಿರೀಸ್ ಪ್ಲೇಟ್-1200 ಮೀ. ರೇಟಿಂಗ್ 20 ರಿಂದ 45. [1104,1647,1327,1660]
race-line [1088,1645,1495,1662]
pvr-logo-sub: CINEMAS [1125,1259,1166,1269]
race-name: ವಿಧಾತ್ರಿ ಮೋಟಾರ್ ಟ್ರೋಫಿ-1400 ಮೀ. ರೇಟಿಂಗ್ 40 ರಿಂದ 65. [1103,1761,1353,1774]
jee-head-2: ಕರ್ನಾಟಕದ [879,1024,1071,1054]
jee-head-4: ಅಭ್ಯರ್ಥಿಗಳಿಗೆ [930,1088,1019,1112]
mvc-panel [1088,988,1495,1206]
theatre-entry [1088,137,1495,180]
drc-panel [1088,567,1495,793]
jee-head-5: 100ಕ್ಕೆ 100 ಅಂಕ [897,1120,1052,1145]
theatre-film-row [1088,159,1495,179]
quote-text: ಕಟ್ಟಡ ನೆಲಸಮಗೊಳಿಸಲು ಹೆಚ್ಚು ಬಳಸಿ ಟೆಂಡರ್ ಕರೆಯಲು ತೆರವುಗೊಳಿಸುತ್ತಿದ್ದಾಗ ದುರಂತ ಸಂಭವಿಸಿತು. ಕಾಮಗಾರಿಯನ್ನು ಮತ್ತಷ್ಟು ಶೀಘ್ರವಾಗಿ ಮುಗಿಸಲು ಕಾಲೇಜಿನ ಅಧಿಕಾರಿಗಳೊಂದಿಗೆ ಚರ್ಚಿಸಲಾಗುತ್ತದೆ. ಸ್ಥಳಾಂತರ ಕುರಿತು ನಿರ್ಧರಿಸಲಾಗುವುದು. ಕಟ್ಟಡ ತೆರವು ಕೆಲಸ ಶೀಘ್ರ ಮಾಡುತ್ತೇವೆ. [870,378,1069,492]
summary-value: ಪರಾಕ್, ಎಟರ್ನಲ್ ಗ್ಲೋರಿ [1233,1934,1337,1948]
theatre-entry [1088,223,1495,265]
race-time: ಸಂ.4.00ಕ್ಕೆ [1447,1798,1495,1811]
protest-column-1: ಮೈಸೂರು, ಫೆ.11(ಎಂಟಿವೈ)- ರಾಜ್ಯದಲ್ಲಿ ನಡೆಯುತ್ತಿರುವ ಬಾಣಂತಿಯರ ಸರಣಿ ಸಾವು ಪ್ರಕರಣ ತಡೆಗಟ್ಟಲು ಕ್ರಮ ಕೈಗೊಳ್ಳಬೇಕು, ಸರ್ಕಾರಿ ಆಸ್ಪತ್ರೆಗಳಲ್ಲಿ ಅಗತ್ಯ ಸೌಲಭ್ಯ ಕಲ್ಪಿಸಿ, ಬಡವರಿಗೆ ಉಚಿತ ಆರೋಗ್ಯ ಸೇವೆ ಒದಗಿಸುವುದು ಸೇರಿದಂತೆ ವಿವಿಧ ಬೇಡಿಕೆಗಳ ಈಡೇರಿಕೆಗೆ ಒತ್ತಾಯಿಸಿ ಎಸ್‌ಯುಸಿಐ ಕಾರ್ಯಕರ್ತರು ಪ್ರತಿಭಟನೆ ನಡೆಸಿದರು. [87,1429,262,1581]
pvr-title: ಪಿವಿಆರ್ ಸಿನಿಮಾಸ್ [1204,1216,1492,1245]
quote-heading: ಕಾಮಗಾರಿ ಶೀಘ್ರ ಪುನಾರಂಭ [870,348,1006,365]
pvr-address: 2ನೇ ಮಹಡಿ, ದೂ.ಸಂ: 8951357139 [1259,1268,1438,1282]
screen-schedule: ಸ್ಕ್ರೀನ್ 3 ಛಾವ ಮಂತ್ರ (ಕ): ಬೆ.10.45ಕ್ಕೆ, ರಾ.7.15ಕ್ಕೆ, ಕಾಮ ಬುಕ್ (ಕ): ಮ.1.40ಕ್ಕೆ, ಸ್ಕೈ ಫೋರ್ಸ್ (ಹಿಂ): ಸಂ.4.15ಕ್ಕೆ, ಮೋಹನ್ (ಹಿಂ): ರಾ.10.15 [1088,710,1495,747]
summary-value: ಡಾಲಸ್ ಗೋಲ್ಡ್ [1233,1919,1297,1933]
theatre-entry [1088,523,1495,566]
theatre-shows: 4 ಪ್ರದರ್ಶನಗಳು [1431,377,1489,390]
lead-photo-caption-2: ಕುಸಿದ ಕಟ್ಟಡದ ಕಡೆಗೆ ಯಾರೂ ಸುಳಿಯದಂತೆ ನೆಟ್ ಅಳವಡಿಸಿರುವುದು. [579,637,865,656]
race-picks: 1. ಸೈಲ್ ಬ್ರಾಸ್ 2. ಓಲ್ಡ್ 3. ಪೆರಿಬಲ್ [1108,1665,1251,1678]
inox-logo [1091,803,1200,861]
race-line [1088,1796,1495,1814]
theatres-header: ಮೈಸೂರು ಚಿತ್ರಮಂದಿರಗಳಲ್ಲಿ [1088,86,1495,129]
mla-portrait [979,493,1066,602]
summary-key: ಡಬ್ಬಲ್ [1088,1934,1116,1948]
race-number: VIII. [1088,1874,1113,1887]
theatre-film-row [1088,545,1495,565]
summary-value: 1 ರಿಂದ 8 [1233,2026,1277,2040]
summary-key: I ಟ್ರಿಬಲ್ [1088,1980,1124,1994]
lead-kicker: ಮಹಾರಾಣಿ ವಿಜ್ಞಾನ ಕಾಲೇಜು ಕಟ್ಟಡ ಕುಸಿತ [73,134,1069,170]
race-picks: 1. ಎಟರ್ನಲ್ ಗ್ಲೋರಿ 2. ಅಲೆಕ್ಸಾಂಡರ್ 3. ಮೈಸೂರ್ ಪರ್ಲ್ [1108,1816,1327,1829]
race-picks: 1. ಲವ್‌ ಹ್ಯಾಪ್ಸ್‌ 2. ವಾರಿಯರ್ ಬ್ರಹ್ಮ 3. ಬ್ಲೂ ಕಾಪ್ [1108,1627,1299,1640]
screen-schedule: ಸ್ಕ್ರೀನ್ 1 ವಿದಾಮುಯರ್ಚಿ (ತ): ಬೆ.6.55ಕ್ಕೆ, ಬೆ.10ಕ್ಕೆ, ಮ.1.05ಕ್ಕೆ, ಸಂ.4.10ಕ್ಕೆ, ರಾ.7.15ಕ್ಕೆ, ರಾ.10.20ಕ್ಕೆ [1088,636,1495,673]
screen-schedule: ಸ್ಕ್ರೀನ್ 2 ಕಲ್ಕಿ 2898 ಎಡಿ (ಕ): ಬೆ.11.40ಕ್ಕೆ, ಸಂ.4.05ಕ್ಕೆ, ಟ್ರಿಪ್ಟ್ (ಹಿಂ): ಸಂ.3.20ಕ್ಕೆ, ರಾ.9.45ಕ್ಕೆ [1088,886,1495,908]
summary-value: 6, 7, ಮತ್ತು 8 [1233,2011,1301,2025]
protest-subhead-1: ಬಾಣಂತಿಯರ ಸರಣಿ [679,1101,812,1125]
race-name: ಎಮಿನೆಂಟ್ ಪ್ಲೇಟ್-1200 ಮೀ. ರೇಟಿಂಗ್ 60 ಮತ್ತು ಮೇಲ್ಪಟ್ಟ [1113,1836,1347,1849]
aero-banner: ಏರೋ ಇಂಡಿಯಾ 2025: 'ಇಟ್ ಹ್ಯಾಪನ್ಸ್ ಓನ್ಲಿ ಇನ್ ಇಂಡಿಯಾ' [87,1866,1069,1895]
sidebar-divider [1079,86,1081,2318]
theatre-shows: 1+4 ಪ್ರದರ್ಶನಗಳು [1415,334,1489,347]
race-number: II. [1088,1647,1100,1660]
drc-title: ಡಿಆರ್‌ಸಿ ಸಿನಿಮಾಸ್ [1204,575,1492,606]
race-entry [1088,1683,1495,1721]
bullet-icon: ● [73,320,87,339]
races-tip: ಇಂದಿನ ರೇಸ್‌ಗೆ ನಮ್ಮ ಆಯ್ಕೆ [1205,1556,1378,1578]
mvc-rows [1088,1057,1495,1204]
theatre-name-row [1088,180,1495,201]
theatre-film: ತಲ್ವಾರ್ (ಕ) [1094,463,1139,476]
badge-line-2: ಪಿಂಟು [1449,2010,1473,2024]
race-entry [1088,1834,1495,1872]
jee-head-3: ಒಬ್ಬರು ಸೇರಿ 14 [911,1056,1038,1081]
theatre-name-row [1088,223,1495,244]
theatre-film-row [1088,416,1495,436]
theatre-film: ಮಾರ್ಕೋ (ತ)+ ಮಾರ್ಕೋ (ಕ) [1094,334,1212,347]
theatre-name: ಲಿಡೋ [1094,440,1125,456]
theatre-film: ವಿದಾಮುಯರ್ಚಿ (ತ) [1094,291,1169,304]
theatre-name: ಪ್ರಭಾ [1094,526,1118,542]
theatre-entry [1088,180,1495,223]
races-title: ಮೈಸೂರು ಚಳಿಗಾಲದ ರೇಸ್ [1187,1468,1492,1511]
masthead [73,86,1069,129]
race-time: ಮ.3.00ಕ್ಕೆ [1447,1723,1495,1736]
race-picks: 1. ಡೆಸ್ಟಿನಿ 2. ಡಾರ್ಕ್ ಡ್ರೀಮ್ 3. ಇಂಪ್ಯಾಕ್ಟ್ [1108,1891,1263,1905]
theatre-shows: 4 ಪ್ರದರ್ಶನಗಳು [1431,463,1489,476]
screen-schedule: ಸ್ಕ್ರೀನ್ 3 ಸ್ಕೈ ಫೋರ್ಸ್ (ಹಿಂ): ಬೆ.10.40ಕ್ಕೆ, ರಾ.7.05ಕ್ಕೆ, ರಾಯಲ್ (ಕ): ಮ.1.25ಕ್ಕೆ, ಡೊಮಿನಿಕ್ ಅಂಡ್ ದಿ ಲೇಡೀಸ್ ಪರ್ಸ್ (ಮ): ಸಂ.4.15ಕ್ಕೆ, ರಾ.9.30ಕ್ಕೆ [1088,1132,1495,1169]
theatre-film-row [1088,287,1495,308]
theatre-film-row [1088,244,1495,265]
demands-box [625,1158,865,1580]
theatres-list [1088,137,1495,566]
race-time: ಸಂ.4.30ಕ್ಕೆ [1447,1836,1495,1849]
